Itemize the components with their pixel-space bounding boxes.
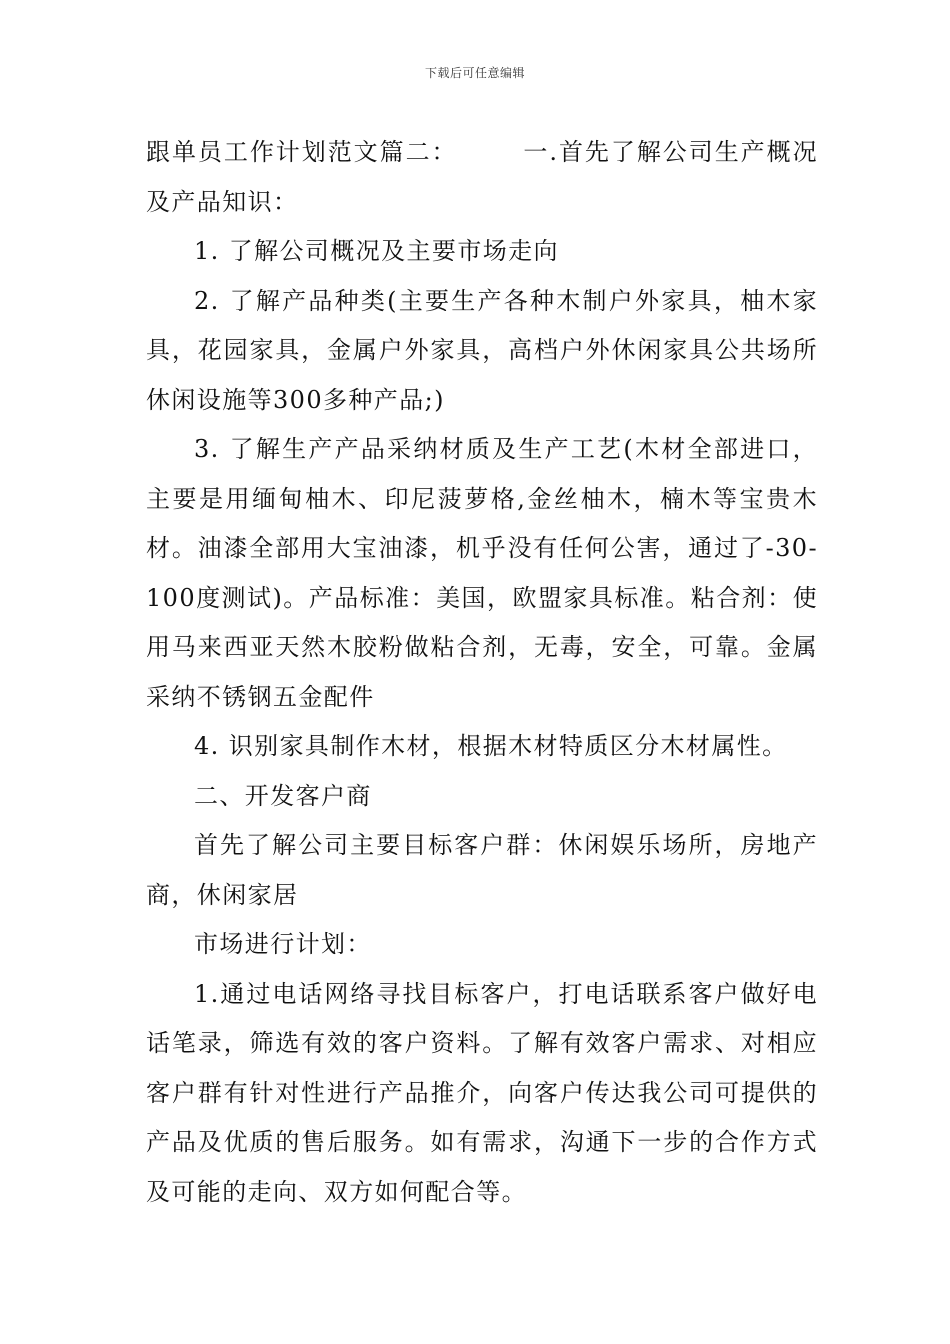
paragraph-4: 3. 了解生产产品采纳材质及生产工艺(木材全部进口，主要是用缅甸柚木、印尼菠萝格,金丝柚木，楠木等宝贵木材。油漆全部用大宝油漆，机乎没有任何公害，通过了-30-100度测试)。产品标准：美国，欧盟家具标准。粘合剂：使用马来西亚天然木胶粉做粘合剂，无毒，安全，可靠。金属采纳不锈钢五金配件 bbox=[146, 435, 818, 711]
paragraph-5: 4. 识别家具制作木材，根据木材特质区分木材属性。 bbox=[194, 732, 788, 760]
page-header: 下载后可任意编辑 bbox=[424, 66, 525, 80]
paragraph-2: 1. 了解公司概况及主要市场走向 bbox=[194, 237, 559, 265]
document-body bbox=[146, 128, 818, 1217]
paragraph-8: 市场进行计划： bbox=[194, 930, 372, 958]
paragraph-6: 二、开发客户商 bbox=[194, 781, 372, 810]
paragraph-1: 跟单员工作计划范文篇二： 一.首先了解公司生产概况及产品知识： bbox=[146, 138, 818, 216]
paragraph-3: 2. 了解产品种类(主要生产各种木制户外家具，柚木家具，花园家具，金属户外家具，高档户外休闲家具公共场所休闲设施等300多种产品;) bbox=[146, 286, 818, 414]
paragraph-9: 1.通过电话网络寻找目标客户，打电话联系客户做好电话笔录，筛选有效的客户资料。了解有效客户需求、对相应客户群有针对性进行产品推介，向客户传达我公司可提供的产品及优质的售后服务。如有需求，沟通下一步的合作方式及可能的走向、双方如何配合等。 bbox=[146, 979, 818, 1206]
paragraph-7: 首先了解公司主要目标客户群：休闲娱乐场所，房地产商，休闲家居 bbox=[146, 831, 818, 909]
